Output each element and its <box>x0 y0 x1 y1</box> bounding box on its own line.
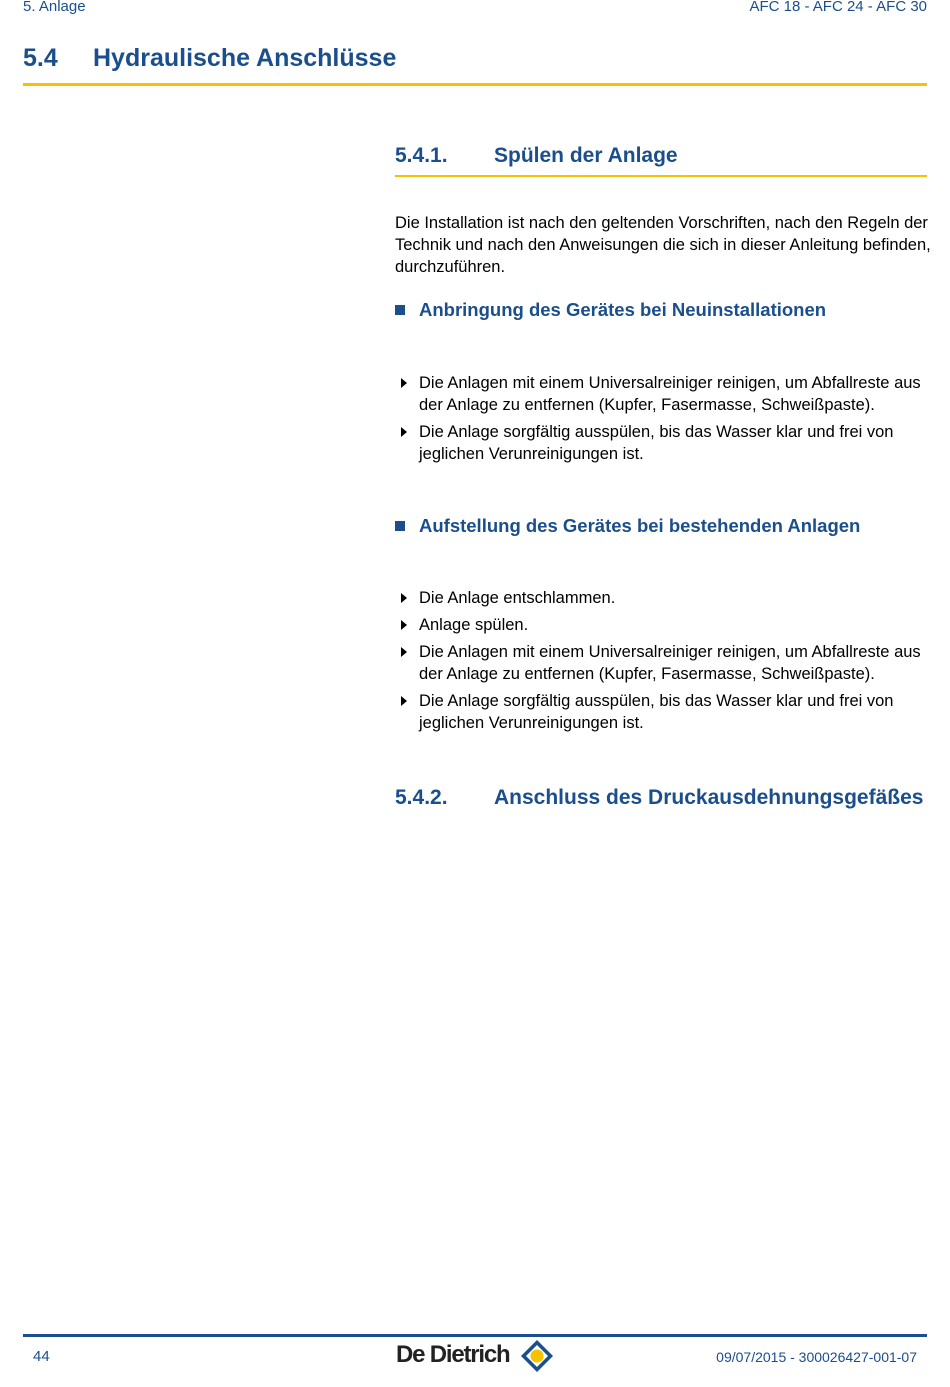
arrow-bullet-icon <box>401 696 407 706</box>
document-reference: 09/07/2015 - 300026427-001-07 <box>716 1349 917 1365</box>
section-number: 5.4 <box>23 44 58 72</box>
list-new-installations <box>395 372 935 470</box>
list-item <box>395 587 935 609</box>
page-number: 44 <box>33 1348 50 1365</box>
square-bullet-icon <box>395 521 405 531</box>
arrow-bullet-icon <box>401 620 407 630</box>
brand-logo-text: De Dietrich <box>396 1341 510 1368</box>
list-item-text: Die Anlage sorgfältig ausspülen, bis das Wasser klar und frei von jeglichen Verunreinigungen ist. <box>419 423 894 463</box>
list-item-text: Die Anlagen mit einem Universalreiniger reinigen, um Abfallreste aus der Anlage zu entfernen (Kupfer, Fasermasse, Schweißpaste). <box>419 643 921 683</box>
group-heading-existing-systems <box>395 515 860 537</box>
arrow-bullet-icon <box>401 427 407 437</box>
arrow-bullet-icon <box>401 593 407 603</box>
list-existing-systems <box>395 587 935 739</box>
intro-paragraph: Die Installation ist nach den geltenden Vorschriften, nach den Regeln der Technik und nach den Anweisungen die sich in dieser Anleitung befinden, durchzuführen. <box>395 214 931 276</box>
list-item <box>395 690 935 734</box>
group-heading-label: Anbringung des Gerätes bei Neuinstallationen <box>419 299 827 320</box>
list-item <box>395 372 935 416</box>
group-heading-new-installations <box>395 299 826 321</box>
list-item-text: Die Anlage entschlammen. <box>419 589 616 607</box>
arrow-bullet-icon <box>401 647 407 657</box>
subsection-number-1: 5.4.1. <box>395 144 448 167</box>
list-item <box>395 614 935 636</box>
running-header-models: AFC 18 - AFC 24 - AFC 30 <box>749 0 927 15</box>
subsection-title-2: Anschluss des Druckausdehnungsgefäßes <box>494 786 924 809</box>
list-item-text: Die Anlagen mit einem Universalreiniger reinigen, um Abfallreste aus der Anlage zu entfernen (Kupfer, Fasermasse, Schweißpaste). <box>419 374 921 414</box>
footer-rule <box>23 1334 927 1337</box>
running-header-chapter: 5. Anlage <box>23 0 86 15</box>
section-rule <box>23 83 927 86</box>
subsection-rule-1 <box>395 175 927 177</box>
list-item <box>395 641 935 685</box>
arrow-bullet-icon <box>401 378 407 388</box>
subsection-heading-2 <box>395 786 923 810</box>
section-heading <box>23 44 396 73</box>
subsection-number-2: 5.4.2. <box>395 786 448 809</box>
square-bullet-icon <box>395 305 405 315</box>
subsection-title-1: Spülen der Anlage <box>494 144 678 167</box>
brand-diamond-icon <box>520 1339 554 1373</box>
list-item-text: Die Anlage sorgfältig ausspülen, bis das Wasser klar und frei von jeglichen Verunreinigungen ist. <box>419 692 894 732</box>
section-title: Hydraulische Anschlüsse <box>93 44 397 72</box>
group-heading-label: Aufstellung des Gerätes bei bestehenden Anlagen <box>419 515 861 536</box>
subsection-heading-1 <box>395 144 678 168</box>
list-item-text: Anlage spülen. <box>419 616 529 634</box>
list-item <box>395 421 935 465</box>
